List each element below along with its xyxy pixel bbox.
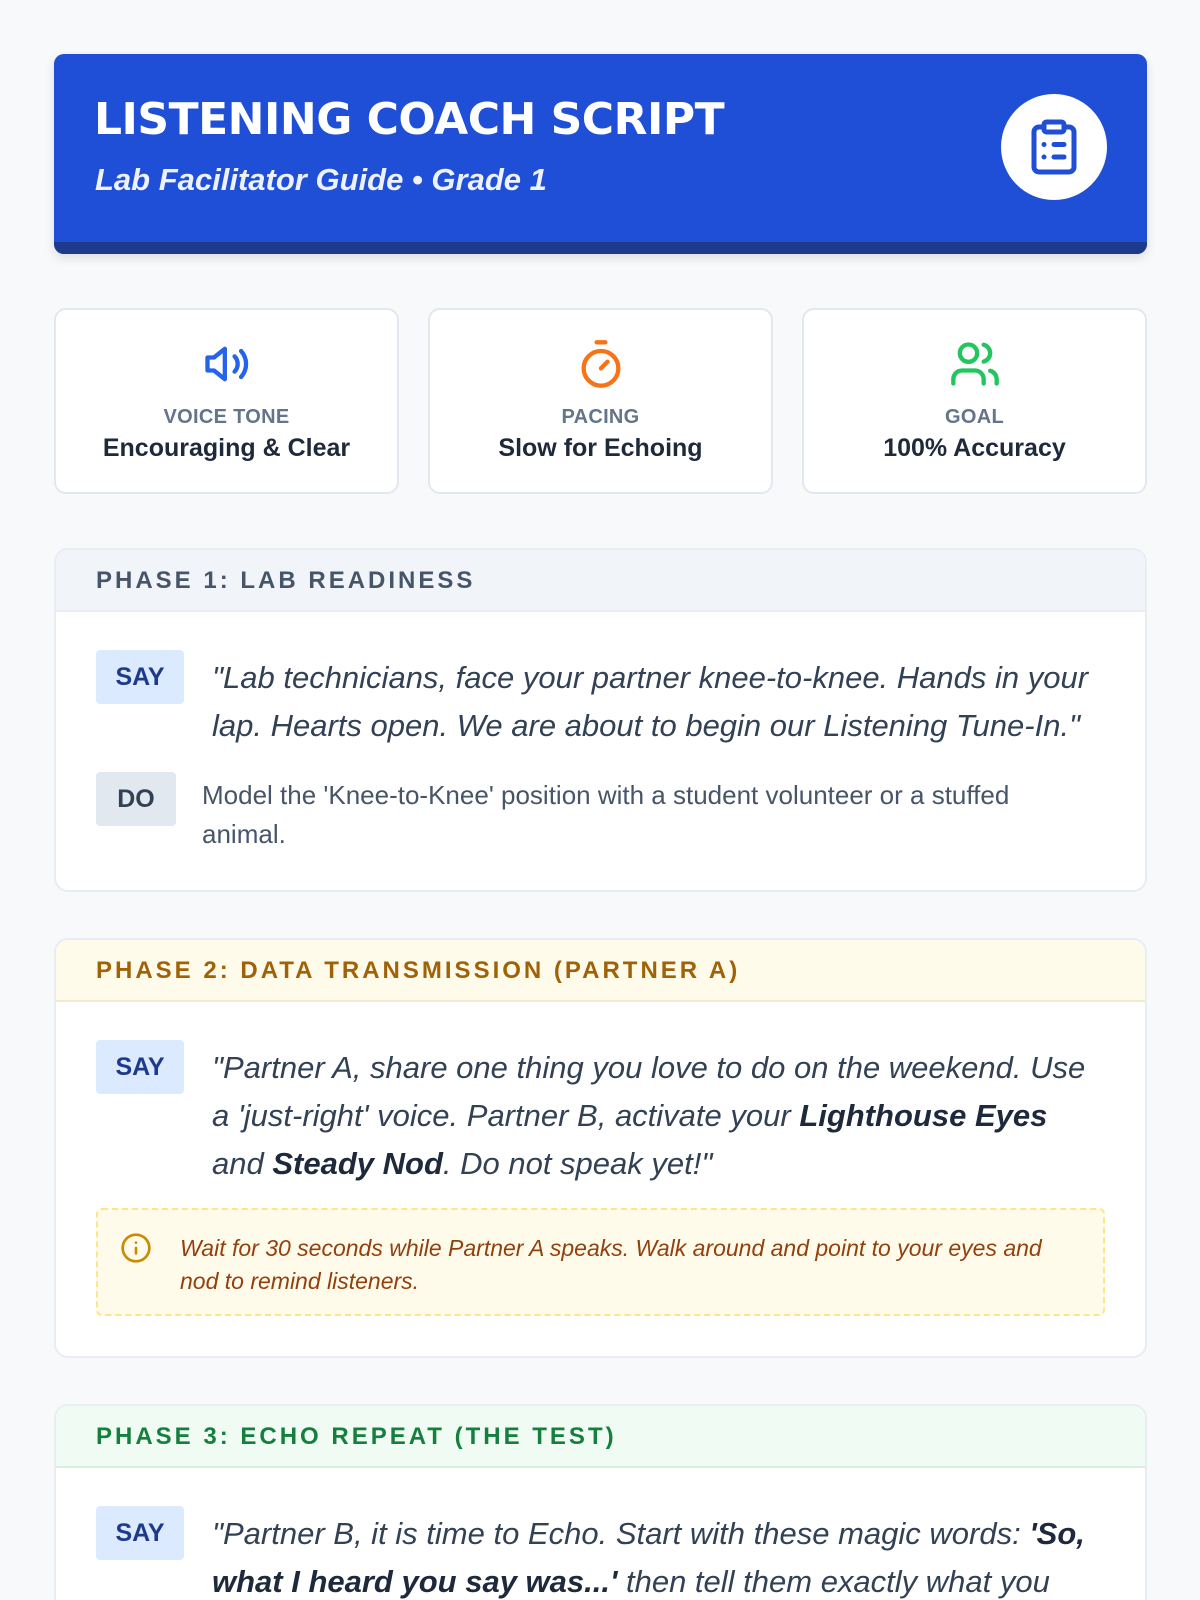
say-text-part: "Partner B, it is time to Echo. Start with these magic words: (212, 1516, 1030, 1551)
phase-2-title: PHASE 2: DATA TRANSMISSION (PARTNER A) (56, 940, 1145, 1002)
speaker-volume-icon (56, 338, 397, 390)
phase-1-section (54, 548, 1147, 892)
lighthouse-eyes-term: Lighthouse Eyes (799, 1098, 1048, 1133)
say-badge: SAY (96, 1506, 184, 1560)
card-label: PACING (561, 406, 640, 428)
say-text: "Lab technicians, face your partner knee-to-knee. Hands in your lap. Hearts open. We are about to begin our Listening Tune-In." (212, 660, 1089, 743)
do-badge: DO (96, 772, 176, 826)
do-row (96, 772, 1105, 862)
say-badge: SAY (96, 1040, 184, 1094)
card-voice-tone (54, 308, 399, 494)
phase-3-title: PHASE 3: ECHO REPEAT (THE TEST) (56, 1406, 1145, 1468)
card-goal (802, 308, 1147, 494)
card-pacing (428, 308, 773, 494)
header-banner (54, 54, 1147, 254)
say-text-part: "Partner A, share one thing you love to do on the weekend. Use a 'just-right' voice. Partner B, activate your (212, 1050, 1086, 1133)
card-label: VOICE TONE (163, 406, 290, 428)
card-label: GOAL (945, 406, 1004, 428)
script-page (54, 54, 1147, 1599)
say-badge: SAY (96, 650, 184, 704)
steady-nod-term: Steady Nod (272, 1146, 443, 1181)
phase-1-title: PHASE 1: LAB READINESS (56, 550, 1145, 612)
info-icon (120, 1232, 152, 1269)
say-text (212, 1044, 1105, 1188)
say-text-part: . Do not speak yet!" (442, 1146, 713, 1181)
clipboard-list-icon (1001, 94, 1107, 200)
magic-words-term: 'So, what I heard you say was...' (212, 1516, 1085, 1599)
users-icon (804, 338, 1145, 390)
say-row (96, 650, 1105, 750)
info-cards (54, 308, 1147, 494)
say-row (96, 1040, 1105, 1190)
say-row (96, 1506, 1105, 1600)
card-value: Encouraging & Clear (102, 434, 351, 462)
note-text: Wait for 30 seconds while Partner A speaks. Walk around and point to your eyes and nod to remind listeners. (180, 1235, 1042, 1294)
page-title: LISTENING COACH SCRIPT (94, 94, 725, 145)
say-text (212, 1510, 1105, 1600)
card-value: Slow for Echoing (498, 434, 703, 462)
page-subtitle: Lab Facilitator Guide • Grade 1 (95, 162, 547, 197)
facilitator-note (96, 1208, 1105, 1316)
do-text: Model the 'Knee-to-Knee' position with a student volunteer or a stuffed animal. (202, 780, 1010, 849)
stopwatch-icon (430, 338, 771, 390)
say-text-part: and (212, 1146, 273, 1181)
card-value: 100% Accuracy (883, 434, 1066, 462)
phase-2-section (54, 938, 1147, 1358)
phase-3-section (54, 1404, 1147, 1600)
say-text-part: then tell them exactly what you (617, 1564, 1050, 1599)
